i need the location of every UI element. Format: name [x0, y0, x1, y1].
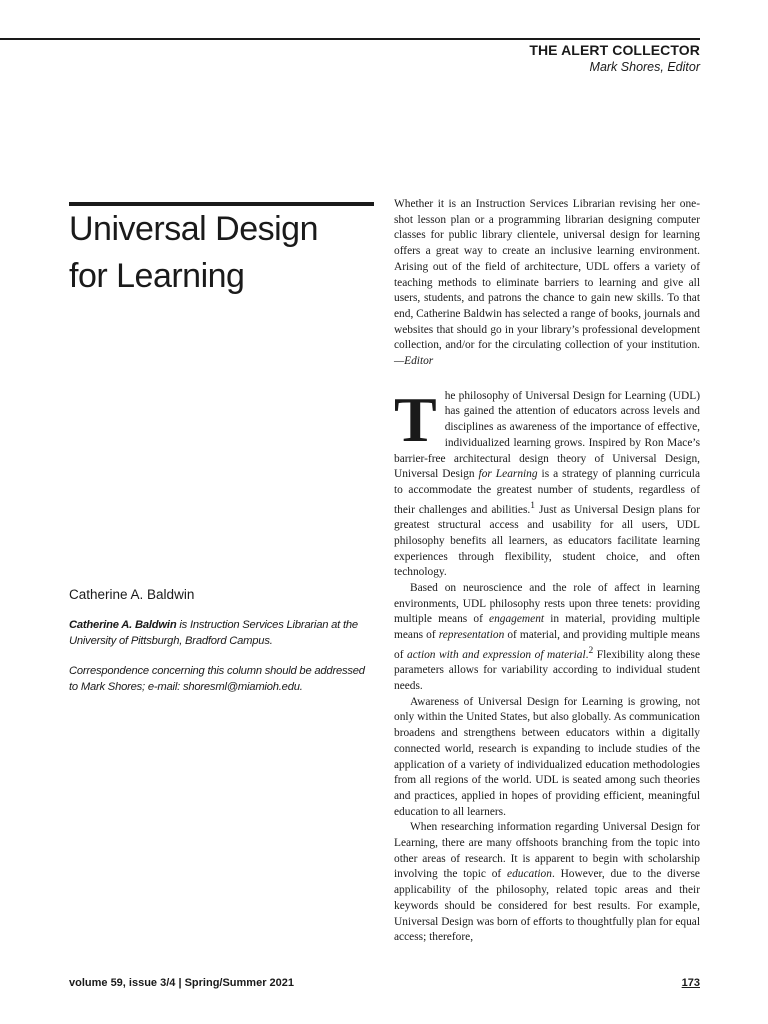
p2-text-e: Flexibility along these parameters allows for variability according to individual student needs.	[394, 648, 701, 692]
p2-emphasis-engagement: engagement	[489, 613, 545, 626]
p2-text-c: of material, and providing multiple means of	[394, 629, 700, 661]
footnote-ref-2: 2	[588, 645, 594, 656]
drop-cap: T	[394, 383, 437, 455]
correspondence-note: Correspondence concerning this column should be addressed to Mark Shores; e-mail: shoresml@miamioh.edu.	[69, 665, 365, 693]
title-line-1: Universal Design	[69, 210, 318, 248]
column-title: THE ALERT COLLECTOR	[529, 42, 700, 58]
column-editor: Mark Shores, Editor	[589, 60, 700, 74]
p4-emphasis: education	[507, 868, 552, 881]
article-title	[69, 206, 374, 300]
top-rule	[0, 38, 700, 40]
p2-emphasis-action: action with and expression of material	[407, 648, 586, 661]
p4-text-b: . However, due to the diverse applicability of the philosophy, related topic areas and their keywords should be considered for best results. For example, Universal Design was born of efforts to thoughtfully plan for equal access; therefore,	[394, 868, 700, 944]
footnote-ref-1: 1	[530, 500, 535, 511]
body-paragraph-3: Awareness of Universal Design for Learning is growing, not only within the United States, but also globally. As communication broadens and strengthens between educators within a digitally connected world, research is expanding to include studies of the application of a variety of individualized education methodologies from all regions of the world. UDL is seated among such theories and practices, applied in hopes of providing efficient, meaningful education to all learners.	[394, 695, 700, 818]
body-paragraph-2	[394, 581, 700, 695]
author-bio-name: Catherine A. Baldwin	[69, 619, 177, 631]
p2-text-a: Based on neuroscience and the role of affect in learning environments, UDL philosophy rests upon three tenets: providing multiple means of	[394, 581, 700, 626]
author-name: Catherine A. Baldwin	[69, 587, 195, 602]
p2-text-d: .	[585, 648, 589, 661]
body-paragraph-4	[394, 820, 700, 946]
issue-info: volume 59, issue 3/4 | Spring/Summer 2021	[69, 977, 295, 989]
p4-text-a: When researching information regarding Universal Design for Learning, there are many offshoots branching from the topic into other areas of research. It is apparent to begin with scholarship involving the topic of	[394, 821, 700, 881]
p2-text-b: in material, providing multiple means of	[394, 613, 700, 642]
column-header	[529, 42, 700, 75]
article-body	[394, 383, 701, 946]
page-number: 173	[681, 977, 700, 989]
author-bio	[69, 617, 374, 649]
title-line-2: for Learning	[69, 257, 245, 295]
p1-text-b: is a strategy of planning curricula to accommodate the greatest number of students, regardless of their challenges and abilities.	[394, 468, 701, 516]
article-column	[394, 197, 700, 946]
p1-text-a: he philosophy of Universal Design for Learning (UDL) has gained the attention of educators across levels and disciplines as awareness of the importance of effective, individualized learning grows. Inspired by Ron Mace’s barrier-free architectural design theory of Universal Design, Universal Design	[394, 389, 700, 481]
p1-emphasis: for Learning	[478, 468, 538, 481]
editor-intro	[394, 197, 700, 370]
author-block	[69, 586, 374, 709]
p1-text-c: Just as Universal Design plans for greatest structural access and usability for all users, UDL philosophy benefits all learners, as educators facilitate learning experiences through flexibility, student choice, and often technology.	[394, 503, 700, 579]
intro-paragraph	[394, 197, 700, 370]
p2-emphasis-representation: representation	[438, 629, 505, 642]
intro-text: Whether it is an Instruction Services Librarian revising her one-shot lesson plan or a programming librarian designing computer classes for public library clientele, universal design for learning offers a great way to create an inclusive learning environment. Arising out of the field of architecture, UDL offers a variety of teaching methods to eliminate barriers to learning and give all users, students, and patrons the chance to gain new skills. To that end, Catherine Baldwin has selected a range of books, journals and websites that should go in your library’s professional development collection, and/or for the circulating collection of your institution.	[394, 198, 700, 352]
author-bio-text: is Instruction Services Librarian at the University of Pittsburgh, Bradford Campus.	[69, 619, 358, 647]
editor-signature: —Editor	[394, 355, 434, 368]
body-paragraph-1	[394, 383, 701, 581]
